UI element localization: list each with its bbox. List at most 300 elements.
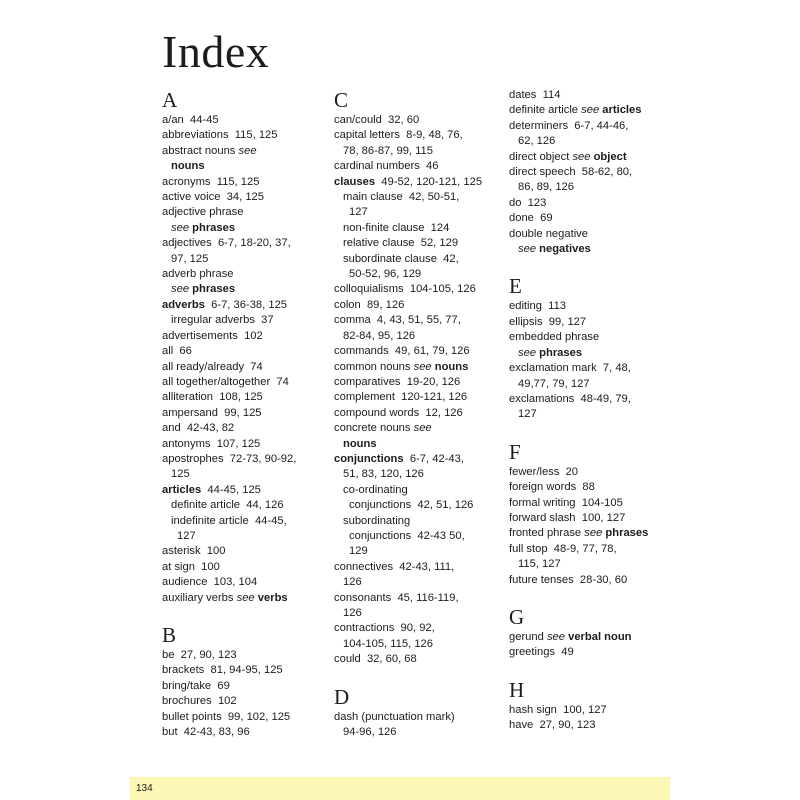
entry-text: contractions 90, 92, [334, 622, 435, 635]
cross-reference-term: phrases [605, 527, 649, 540]
entry-text: fewer/less 20 [509, 465, 579, 478]
entry-line [509, 227, 677, 242]
entry-line [334, 128, 502, 143]
index-entry [162, 679, 330, 694]
entry-text: advertisements 102 [162, 329, 263, 342]
entry-line [509, 645, 677, 660]
index-entry [162, 267, 330, 298]
entry-text: co-ordinating [343, 483, 408, 496]
index-entry [509, 119, 677, 150]
entry-text: done 69 [509, 212, 553, 225]
entry-line [334, 514, 502, 529]
entry-line [162, 375, 330, 390]
entry-line [334, 591, 502, 606]
index-subentry [162, 514, 330, 545]
entry-text: audience 103, 104 [162, 576, 258, 589]
entry-text: 6-7, 36-38, 125 [204, 298, 288, 311]
entry-line [334, 159, 502, 174]
cross-reference-term: verbs [257, 591, 288, 604]
entry-line [334, 175, 502, 190]
entry-line [334, 144, 502, 159]
section-gap [509, 423, 677, 440]
entry-text: could 32, 60, 68 [334, 653, 417, 666]
entry-text: 127 [349, 206, 368, 219]
entry-text: 50-52, 96, 129 [349, 268, 422, 281]
entry-line [162, 252, 330, 267]
entry-line [334, 575, 502, 590]
index-subentry [334, 190, 502, 221]
see-reference: see [518, 243, 540, 256]
entry-line [162, 483, 330, 498]
entry-line [334, 725, 502, 740]
index-entry [334, 390, 502, 405]
index-entry [334, 159, 502, 174]
entry-line [162, 390, 330, 405]
entry-text: abstract nouns [162, 144, 239, 157]
entry-line [334, 544, 502, 559]
index-entry [509, 542, 677, 573]
entry-text: editing 113 [509, 300, 567, 313]
entry-line [509, 103, 677, 118]
entry-text: all 66 [162, 345, 192, 358]
entry-text: be 27, 90, 123 [162, 649, 237, 661]
section-letter: H [509, 677, 525, 702]
index-entry [509, 315, 677, 330]
index-entry [334, 313, 502, 344]
entry-text: dash (punctuation mark) [334, 710, 455, 723]
entry-line [334, 437, 502, 452]
entry-text: brochures 102 [162, 695, 237, 708]
entry-line [162, 575, 330, 590]
index-entry [509, 227, 677, 258]
entry-text: consonants 45, 116-119, [334, 591, 459, 604]
entry-line [162, 190, 330, 205]
entry-line [334, 282, 502, 297]
index-entry [509, 480, 677, 495]
index-subentry [334, 236, 502, 251]
index-entry [334, 375, 502, 390]
entry-text: ellipsis 99, 127 [509, 315, 587, 328]
index-entry [509, 392, 677, 423]
entry-text: abbreviations 115, 125 [162, 129, 278, 142]
entry-line [334, 344, 502, 359]
entry-text: connectives 42-43, 111, [334, 560, 455, 573]
entry-text: double negative [509, 227, 589, 240]
entry-line [509, 361, 677, 376]
section-letter: F [509, 439, 521, 464]
entry-text: 126 [343, 607, 362, 619]
entry-text: 49,77, 79, 127 [518, 377, 590, 390]
entry-line [162, 360, 330, 375]
page-number: 134 [136, 783, 153, 794]
entry-text: exclamations 48-49, 79, [509, 392, 631, 405]
cross-reference-term: nouns [171, 160, 205, 173]
section-gap [509, 661, 677, 678]
index-entry [162, 560, 330, 575]
entry-text: determiners 6-7, 44-46, [509, 119, 629, 132]
entry-text: but 42-43, 83, 96 [162, 726, 250, 739]
index-entry [162, 544, 330, 559]
index-subentry [334, 514, 502, 560]
entry-line [162, 694, 330, 709]
cross-reference-term: conjunctions [334, 452, 404, 465]
index-entry [334, 113, 502, 128]
entry-line [509, 718, 677, 733]
index-entry [334, 652, 502, 667]
index-entry [334, 282, 502, 297]
cross-reference-term: object [593, 150, 627, 163]
entry-text: forward slash 100, 127 [509, 511, 626, 524]
entry-line [162, 313, 330, 328]
index-entry [162, 406, 330, 421]
entry-line [334, 710, 502, 725]
entry-line [162, 175, 330, 190]
entry-text: 86, 89, 126 [518, 181, 574, 194]
section-letter: D [334, 684, 350, 709]
index-entry [334, 360, 502, 375]
entry-text: comma 4, 43, 51, 55, 77, [334, 314, 461, 327]
entry-text: adverb phrase [162, 268, 234, 281]
index-entry [162, 591, 330, 606]
entry-line [509, 88, 677, 103]
see-reference: see [546, 630, 569, 643]
index-column-1 [162, 88, 330, 740]
index-entry [162, 144, 330, 175]
entry-text: indefinite article 44-45, [171, 514, 287, 527]
entry-line [162, 514, 330, 529]
entry-text: direct object [509, 150, 573, 163]
index-entry [509, 496, 677, 511]
cross-reference-term: articles [602, 104, 642, 117]
entry-line [162, 267, 330, 282]
cross-reference-term: phrases [539, 346, 583, 359]
index-entry [162, 344, 330, 359]
entry-line [509, 299, 677, 314]
index-entry [509, 165, 677, 196]
index-entry [509, 630, 677, 645]
entry-line [509, 407, 677, 422]
cross-reference-term: nouns [343, 437, 377, 450]
entry-line [509, 330, 677, 345]
entry-line [334, 421, 502, 436]
index-entry [509, 511, 677, 526]
entry-text: 125 [171, 468, 190, 481]
entry-line [334, 498, 502, 513]
entry-text: fronted phrase [509, 527, 585, 540]
section-letter: E [509, 274, 522, 299]
footer-band [130, 777, 670, 800]
entry-text: 97, 125 [171, 252, 209, 265]
entry-line [334, 652, 502, 667]
index-entry [334, 452, 502, 483]
entry-text: acronyms 115, 125 [162, 175, 260, 188]
entry-line [162, 113, 330, 128]
entry-line [509, 496, 677, 511]
index-entry [162, 452, 330, 483]
entry-line [334, 406, 502, 421]
entry-text: main clause 42, 50-51, [343, 191, 460, 204]
index-column-2 [334, 88, 502, 740]
section-gap [162, 606, 330, 623]
entry-text: 129 [349, 545, 368, 558]
entry-line [334, 313, 502, 328]
index-entry [509, 718, 677, 733]
entry-text: cardinal numbers 46 [334, 160, 439, 173]
index-entry [334, 128, 502, 159]
entry-line [334, 637, 502, 652]
entry-text: 115, 127 [518, 558, 561, 571]
entry-line [162, 236, 330, 251]
index-column-3 [509, 88, 677, 734]
cross-reference-term: phrases [192, 221, 236, 234]
entry-line [509, 180, 677, 195]
entry-line [334, 390, 502, 405]
entry-line [162, 329, 330, 344]
entry-text: at sign 100 [162, 560, 220, 573]
cross-reference-term: clauses [334, 175, 376, 188]
see-reference: see [581, 104, 603, 117]
entry-text: subordinating [343, 514, 411, 527]
entry-line [509, 377, 677, 392]
index-subentry [334, 483, 502, 514]
section-gap [509, 588, 677, 605]
entry-line [509, 465, 677, 480]
entry-line [162, 663, 330, 678]
entry-text: alliteration 108, 125 [162, 391, 263, 404]
cross-reference-term: adverbs [162, 298, 205, 311]
entry-line [509, 242, 677, 257]
index-entry [509, 211, 677, 226]
entry-text: gerund [509, 630, 547, 643]
entry-line [334, 483, 502, 498]
entry-text: 49-52, 120-121, 125 [375, 175, 483, 188]
entry-text: compound words 12, 126 [334, 406, 463, 419]
entry-line [334, 621, 502, 636]
entry-text: formal writing 104-105 [509, 496, 623, 509]
index-entry [162, 329, 330, 344]
index-entry [509, 526, 677, 541]
index-entry [509, 88, 677, 103]
entry-text: 51, 83, 120, 126 [343, 468, 424, 481]
entry-line [509, 150, 677, 165]
entry-text: a/an 44-45 [162, 114, 219, 126]
entry-line [162, 221, 330, 236]
index-entry [509, 465, 677, 480]
entry-text: 62, 126 [518, 135, 556, 148]
entry-text: 82-84, 95, 126 [343, 329, 416, 342]
entry-text: definite article 44, 126 [171, 499, 284, 512]
index-entry [162, 483, 330, 498]
index-subentry [334, 221, 502, 236]
index-entry [334, 591, 502, 622]
index-subentry [162, 313, 330, 328]
index-entry [162, 725, 330, 740]
entry-text: commands 49, 61, 79, 126 [334, 345, 470, 358]
index-entry [162, 128, 330, 143]
entry-line [509, 511, 677, 526]
index-entry [334, 175, 502, 190]
entry-text: do 123 [509, 196, 547, 209]
entry-line [162, 710, 330, 725]
entry-line [334, 221, 502, 236]
entry-line [509, 392, 677, 407]
entry-line [509, 573, 677, 588]
entry-line [162, 452, 330, 467]
entry-line [162, 282, 330, 297]
index-entry [334, 344, 502, 359]
cross-reference-term: phrases [192, 283, 236, 296]
entry-line [509, 196, 677, 211]
index-entry [162, 575, 330, 590]
index-entry [162, 710, 330, 725]
section-gap [509, 257, 677, 274]
index-entry [334, 298, 502, 313]
index-entry [162, 390, 330, 405]
entry-text: active voice 34, 125 [162, 191, 264, 204]
index-subentry [162, 498, 330, 513]
entry-line [162, 437, 330, 452]
cross-reference-term: articles [162, 483, 202, 496]
section-letter: B [162, 623, 177, 647]
index-entry [334, 621, 502, 652]
entry-line [162, 144, 330, 159]
entry-text: adjectives 6-7, 18-20, 37, [162, 237, 291, 250]
see-reference: see [584, 527, 606, 540]
entry-line [162, 467, 330, 482]
entry-line [334, 329, 502, 344]
entry-line [509, 315, 677, 330]
entry-text: can/could 32, 60 [334, 114, 420, 126]
entry-text: comparatives 19-20, 126 [334, 375, 461, 388]
index-entry [334, 710, 502, 741]
entry-line [509, 542, 677, 557]
entry-line [334, 252, 502, 267]
index-entry [162, 205, 330, 236]
entry-text: irregular adverbs 37 [171, 314, 274, 327]
index-entry [334, 421, 502, 452]
index-entry [162, 236, 330, 267]
entry-line [162, 421, 330, 436]
index-entry [509, 150, 677, 165]
index-entry [509, 645, 677, 660]
entry-text: common nouns [334, 360, 414, 373]
entry-text: conjunctions 42-43 50, [349, 529, 465, 542]
entry-text: greetings 49 [509, 646, 574, 659]
entry-text: conjunctions 42, 51, 126 [349, 499, 474, 512]
entry-line [162, 498, 330, 513]
entry-line [334, 467, 502, 482]
see-reference: see [171, 283, 193, 296]
entry-text: 94-96, 126 [343, 726, 397, 739]
entry-text: 6-7, 42-43, [403, 452, 464, 465]
index-entry [162, 663, 330, 678]
index-entry [162, 175, 330, 190]
entry-text: have 27, 90, 123 [509, 719, 596, 732]
index-entry [162, 113, 330, 128]
entry-line [509, 346, 677, 361]
entry-line [334, 190, 502, 205]
index-entry [162, 694, 330, 709]
see-reference: see [413, 360, 435, 373]
entry-line [509, 557, 677, 572]
entry-line [162, 406, 330, 421]
entry-text: exclamation mark 7, 48, [509, 362, 631, 375]
entry-text: foreign words 88 [509, 481, 595, 494]
entry-text: direct speech 58-62, 80, [509, 166, 633, 179]
entry-line [162, 205, 330, 220]
entry-line [334, 560, 502, 575]
entry-line [334, 113, 502, 128]
index-entry [334, 560, 502, 591]
index-entry [162, 298, 330, 313]
entry-text: bullet points 99, 102, 125 [162, 710, 291, 723]
cross-reference-term: nouns [434, 360, 469, 373]
page-title: Index [162, 26, 270, 77]
entry-text: apostrophes 72-73, 90-92, [162, 452, 297, 465]
entry-line [509, 165, 677, 180]
entry-line [162, 560, 330, 575]
entry-line [334, 360, 502, 375]
entry-text: 78, 86-87, 99, 115 [343, 144, 433, 157]
entry-text: asterisk 100 [162, 545, 226, 558]
entry-text: dates 114 [509, 89, 561, 101]
index-entry [509, 103, 677, 118]
entry-line [509, 526, 677, 541]
entry-line [162, 679, 330, 694]
index-entry [334, 406, 502, 421]
entry-text: bring/take 69 [162, 679, 230, 692]
entry-text: antonyms 107, 125 [162, 437, 261, 450]
index-entry [509, 361, 677, 392]
index-entry [162, 421, 330, 436]
cross-reference-term: negatives [539, 243, 591, 256]
cross-reference-term: verbal noun [568, 630, 632, 643]
entry-line [162, 725, 330, 740]
entry-text: complement 120-121, 126 [334, 391, 468, 404]
entry-text: and 42-43, 82 [162, 422, 235, 435]
section-letter: C [334, 88, 349, 112]
entry-text: full stop 48-9, 77, 78, [509, 542, 617, 555]
entry-text: 126 [343, 576, 362, 589]
entry-text: non-finite clause 124 [343, 221, 450, 234]
entry-line [509, 211, 677, 226]
see-reference: see [518, 346, 540, 359]
entry-text: all ready/already 74 [162, 360, 263, 373]
entry-text: brackets 81, 94-95, 125 [162, 664, 283, 677]
entry-line [334, 606, 502, 621]
entry-line [334, 529, 502, 544]
index-entry [162, 190, 330, 205]
entry-text: definite article [509, 104, 582, 117]
entry-text: 127 [177, 529, 196, 542]
entry-line [162, 648, 330, 663]
entry-text: colon 89, 126 [334, 298, 405, 311]
see-reference: see [236, 591, 258, 604]
entry-text: all together/altogether 74 [162, 375, 289, 388]
entry-line [162, 159, 330, 174]
entry-text: embedded phrase [509, 331, 600, 344]
index-entry [162, 360, 330, 375]
section-letter: A [162, 88, 178, 112]
entry-line [334, 267, 502, 282]
entry-line [334, 375, 502, 390]
entry-text: 127 [518, 408, 537, 421]
section-letter: G [509, 604, 525, 629]
entry-line [162, 591, 330, 606]
entry-line [162, 298, 330, 313]
index-entry [509, 573, 677, 588]
entry-line [509, 630, 677, 645]
